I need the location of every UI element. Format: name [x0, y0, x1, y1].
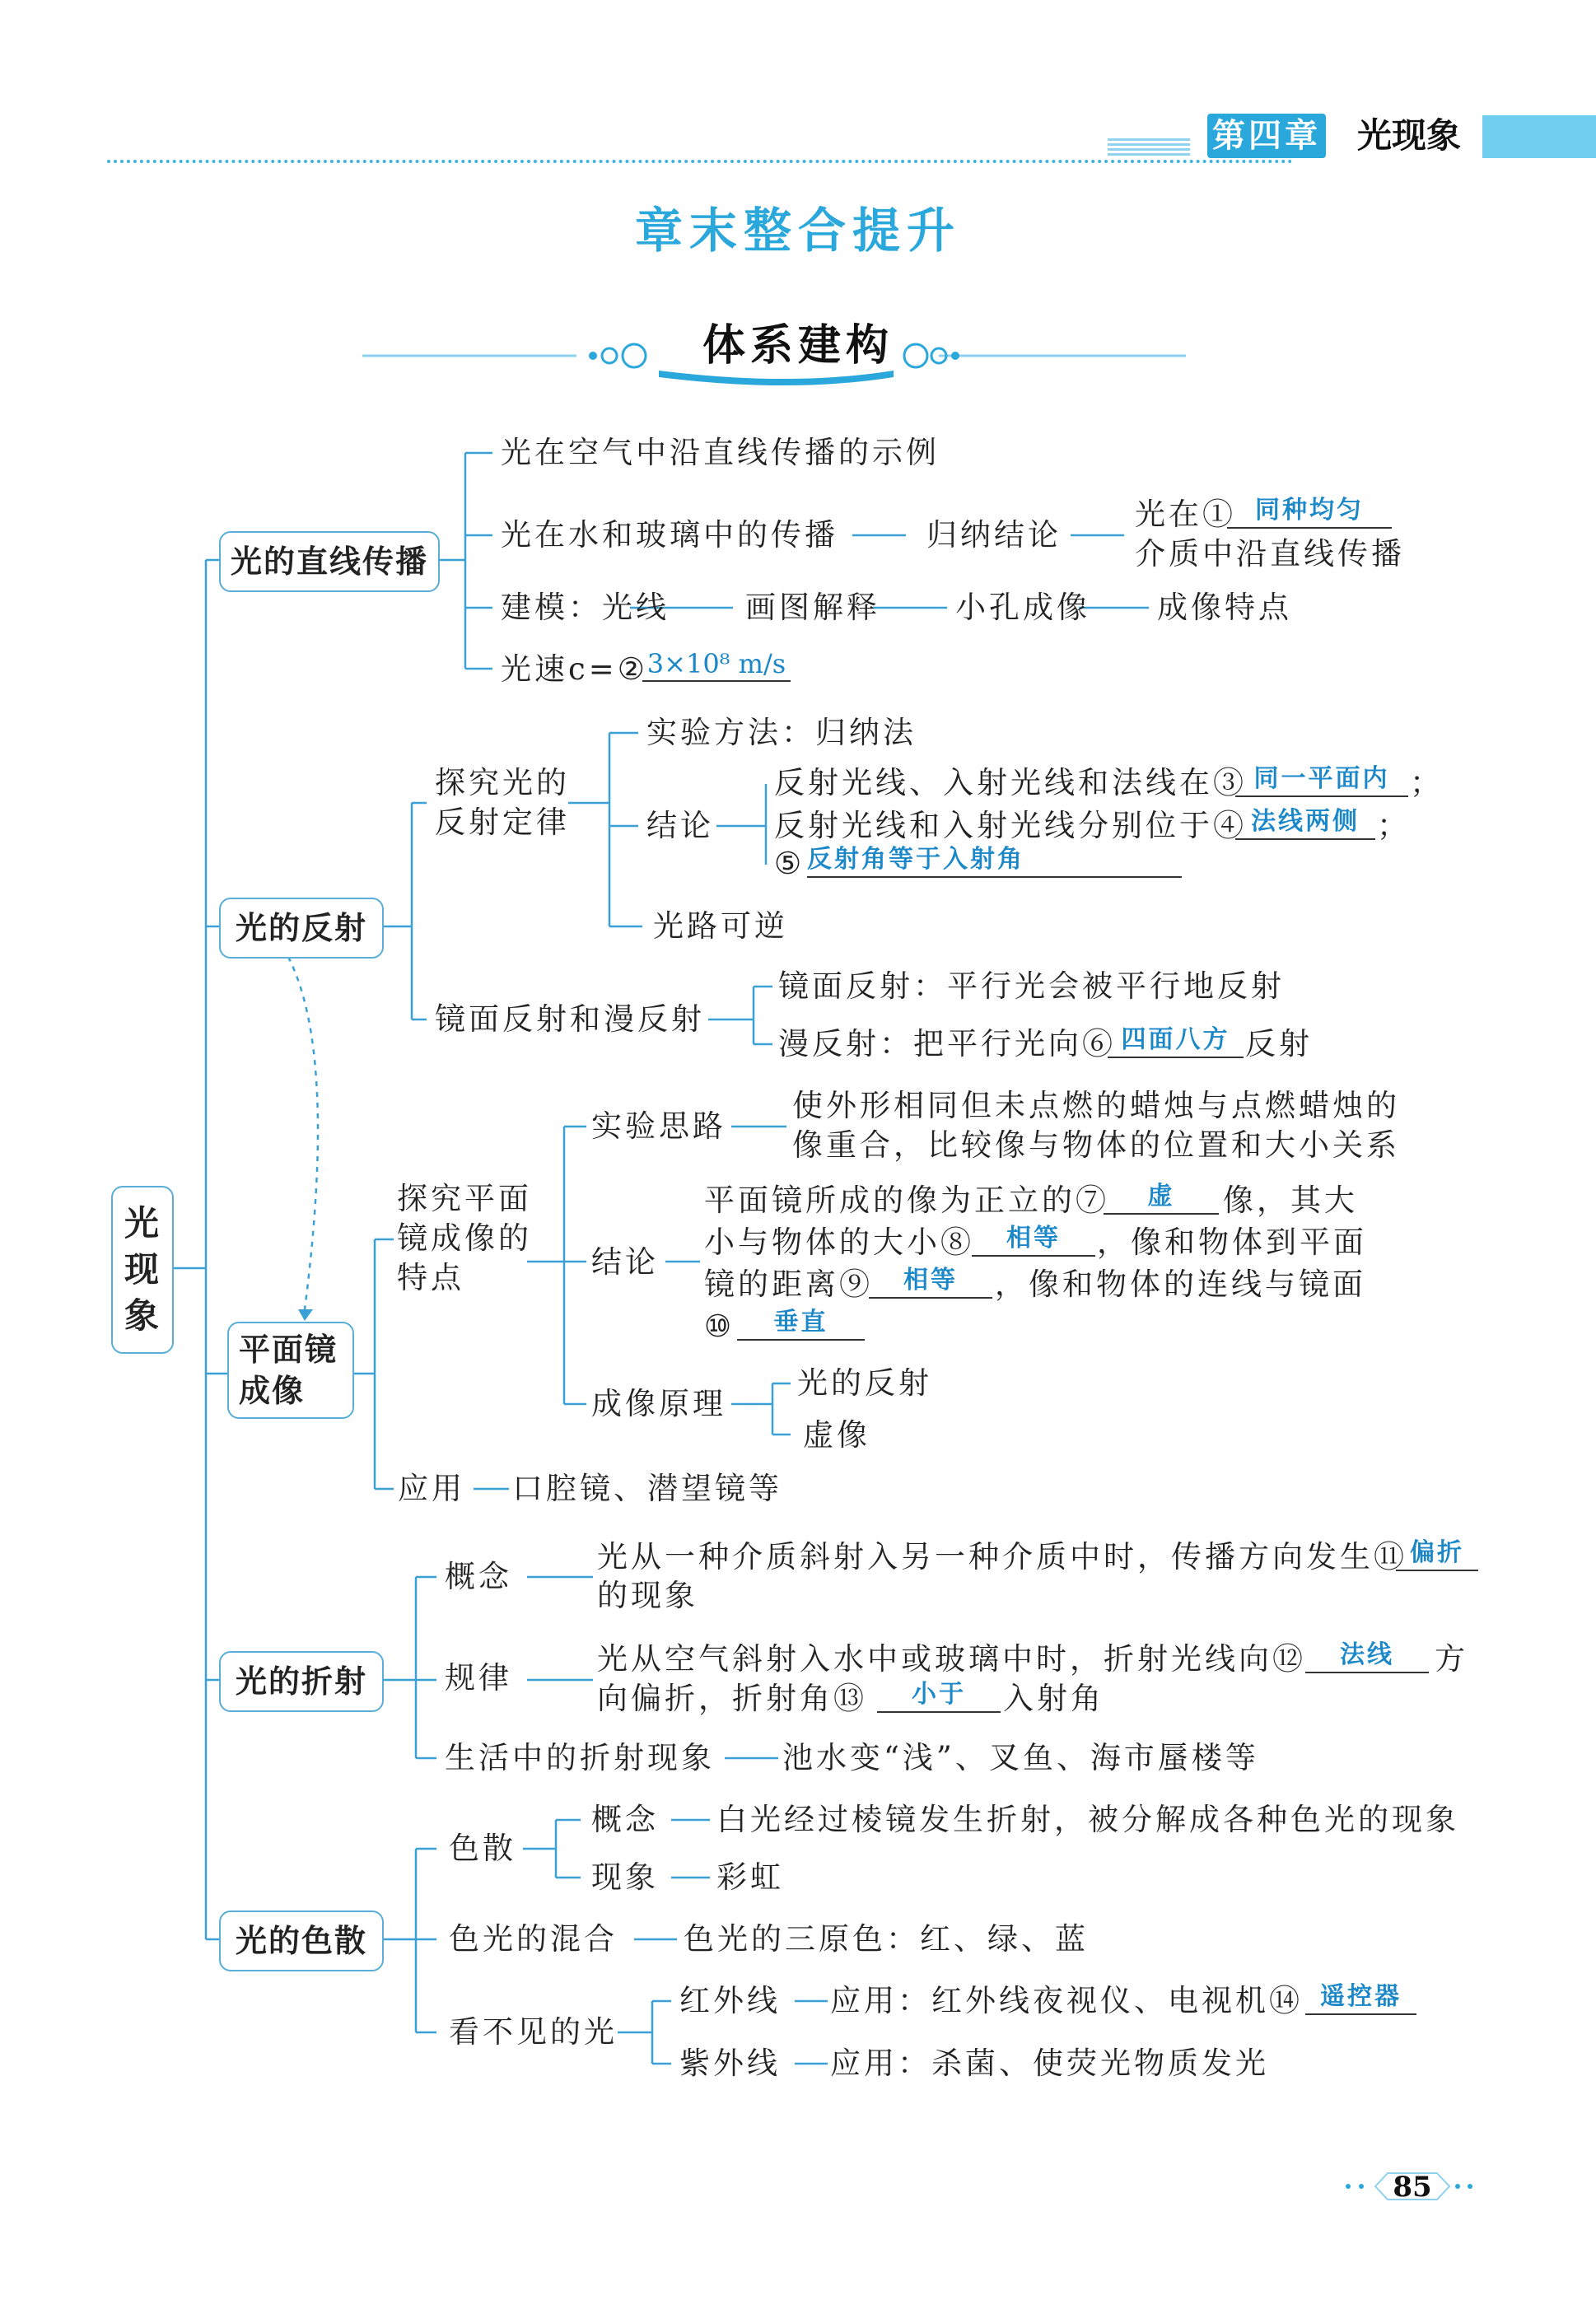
mirror-application-label: 应用 [398, 1471, 465, 1506]
dispersion-label: 色散 [449, 1831, 516, 1866]
refraction-rule-line2-suffix: 入射角 [1003, 1681, 1104, 1716]
mirror-l2-prefix: 小与物体的大小⑧ [704, 1225, 974, 1260]
mirror-l3-suffix: ，像和物体的连线与镜面 [995, 1267, 1366, 1302]
reflection-method: 实验方法：归纳法 [646, 715, 917, 750]
mirror-l2-suffix: ，像和物体到平面 [1097, 1225, 1367, 1260]
refraction-life-label: 生活中的折射现象 [445, 1740, 715, 1775]
reflection-reversible: 光路可逆 [653, 908, 788, 944]
dispersion-concept-text: 白光经过棱镜发生折射，被分解成各种色光的现象 [716, 1802, 1459, 1837]
reflection-specular: 镜面反射：平行光会被平行地反射 [778, 968, 1285, 1004]
reflection-diffuse-suffix: 反射 [1245, 1026, 1313, 1061]
color-mixing-text: 色光的三原色：红、绿、蓝 [684, 1921, 1089, 1957]
mirror-l4-prefix: ⑩ [704, 1309, 735, 1344]
linear-item-water-glass: 光在水和玻璃中的传播 [501, 517, 838, 553]
reflection-diffuse-prefix: 漫反射：把平行光向⑥ [778, 1026, 1116, 1061]
refraction-concept-suffix: 的现象 [597, 1578, 698, 1613]
page-number: 85 [1393, 2171, 1432, 2204]
answer-4: 法线两侧 [1235, 805, 1375, 840]
linear-model-pinhole: 小孔成像 [955, 590, 1090, 625]
invisible-light-label: 看不见的光 [449, 2014, 618, 2050]
mirror-principle-label: 成像原理 [591, 1386, 726, 1421]
reflection-c2-suffix: ； [1377, 808, 1411, 843]
answer-6: 四面八方 [1108, 1024, 1244, 1058]
chapter-title: 光现象 [1357, 115, 1462, 156]
dispersion-phenomenon-text: 彩虹 [716, 1859, 784, 1895]
branch-plane-mirror: 平面镜 成像 [227, 1322, 354, 1419]
linear-model-light-ray: 建模：光线 [501, 590, 670, 625]
reflection-conclusion-label: 结论 [646, 808, 714, 843]
reflection-law-investigation: 探究光的 反射定律 [435, 765, 570, 840]
answer-1: 同种均匀 [1227, 494, 1392, 529]
branch-dispersion: 光的色散 [219, 1910, 384, 1971]
mirror-l1-prefix: 平面镜所成的像为正立的⑦ [704, 1183, 1109, 1218]
linear-model-features: 成像特点 [1157, 590, 1292, 625]
ultraviolet-label: 紫外线 [679, 2046, 781, 2081]
page-title: 章末整合提升 [634, 203, 961, 259]
answer-7: 虚 [1104, 1180, 1219, 1215]
chapter-badge: 第四章 [1207, 114, 1326, 158]
color-mixing-label: 色光的混合 [449, 1921, 618, 1957]
linear-result-prefix: 光在① [1135, 497, 1236, 532]
refraction-rule-line1: 光从空气斜射入水中或玻璃中时，折射光线向⑫ [597, 1641, 1306, 1677]
answer-11: 偏折 [1396, 1537, 1478, 1571]
mirror-idea-label: 实验思路 [591, 1108, 726, 1144]
reflection-c2-prefix: 反射光线和入射光线分别位于④ [774, 808, 1247, 843]
refraction-concept-label: 概念 [445, 1559, 512, 1594]
answer-13: 小于 [877, 1678, 1001, 1713]
refraction-rule-line1-suffix: 方 [1435, 1641, 1468, 1677]
linear-item-conclude: 归纳结论 [926, 517, 1062, 553]
reflection-specular-diffuse: 镜面反射和漫反射 [435, 1001, 705, 1037]
root-node: 光 现 象 [111, 1186, 174, 1354]
mirror-application-text: 口腔镜、潜望镜等 [512, 1471, 782, 1506]
mirror-l3-prefix: 镜的距离⑨ [704, 1267, 873, 1302]
mirror-principle-reflection: 光的反射 [797, 1365, 932, 1401]
branch-linear-propagation: 光的直线传播 [219, 531, 440, 592]
mirror-idea-line2: 像重合，比较像与物体的位置和大小关系 [792, 1127, 1400, 1163]
dispersion-phenomenon-label: 现象 [591, 1859, 659, 1895]
answer-3: 同一平面内 [1235, 763, 1408, 797]
section-title: 体系建构 [702, 321, 894, 371]
linear-speed-prefix: 光速c=② [501, 651, 648, 687]
linear-model-drawing: 画图解释 [745, 590, 880, 625]
mirror-conclusion-label: 结论 [591, 1244, 659, 1280]
reflection-c3-prefix: ⑤ [774, 846, 805, 881]
mirror-investigation: 探究平面 镜成像的 特点 [397, 1181, 532, 1295]
answer-9: 相等 [869, 1264, 992, 1299]
reflection-c1-suffix: ； [1410, 765, 1444, 800]
refraction-rule-line2: 向偏折，折射角⑬ [597, 1681, 867, 1716]
refraction-life-text: 池水变“浅”、叉鱼、海市蜃楼等 [782, 1740, 1259, 1775]
answer-12: 法线 [1305, 1639, 1429, 1673]
infrared-application: 应用：红外线夜视仪、电视机⑭ [830, 1983, 1303, 2018]
mirror-l1-suffix: 像，其大 [1223, 1183, 1358, 1218]
linear-result-suffix: 介质中沿直线传播 [1135, 536, 1405, 572]
reflection-c1-prefix: 反射光线、入射光线和法线在③ [774, 765, 1247, 800]
answer-10: 垂直 [737, 1306, 865, 1341]
infrared-label: 红外线 [679, 1983, 781, 2018]
linear-item-air: 光在空气中沿直线传播的示例 [501, 435, 940, 470]
ultraviolet-application: 应用：杀菌、使荧光物质发光 [830, 2046, 1269, 2081]
branch-refraction: 光的折射 [219, 1651, 384, 1712]
answer-5: 反射角等于入射角 [807, 843, 1182, 878]
dispersion-concept-label: 概念 [591, 1802, 659, 1837]
branch-reflection: 光的反射 [219, 898, 384, 959]
answer-8: 相等 [972, 1222, 1095, 1257]
refraction-concept-prefix: 光从一种介质斜射入另一种介质中时，传播方向发生⑪ [597, 1539, 1407, 1575]
mirror-idea-line1: 使外形相同但未点燃的蜡烛与点燃蜡烛的 [792, 1088, 1400, 1123]
refraction-rule-label: 规律 [445, 1660, 512, 1696]
mirror-principle-virtual-image: 虚像 [803, 1417, 870, 1453]
answer-14: 遥控器 [1305, 1980, 1416, 2015]
answer-2: 3×10⁸ m/s [642, 647, 791, 682]
